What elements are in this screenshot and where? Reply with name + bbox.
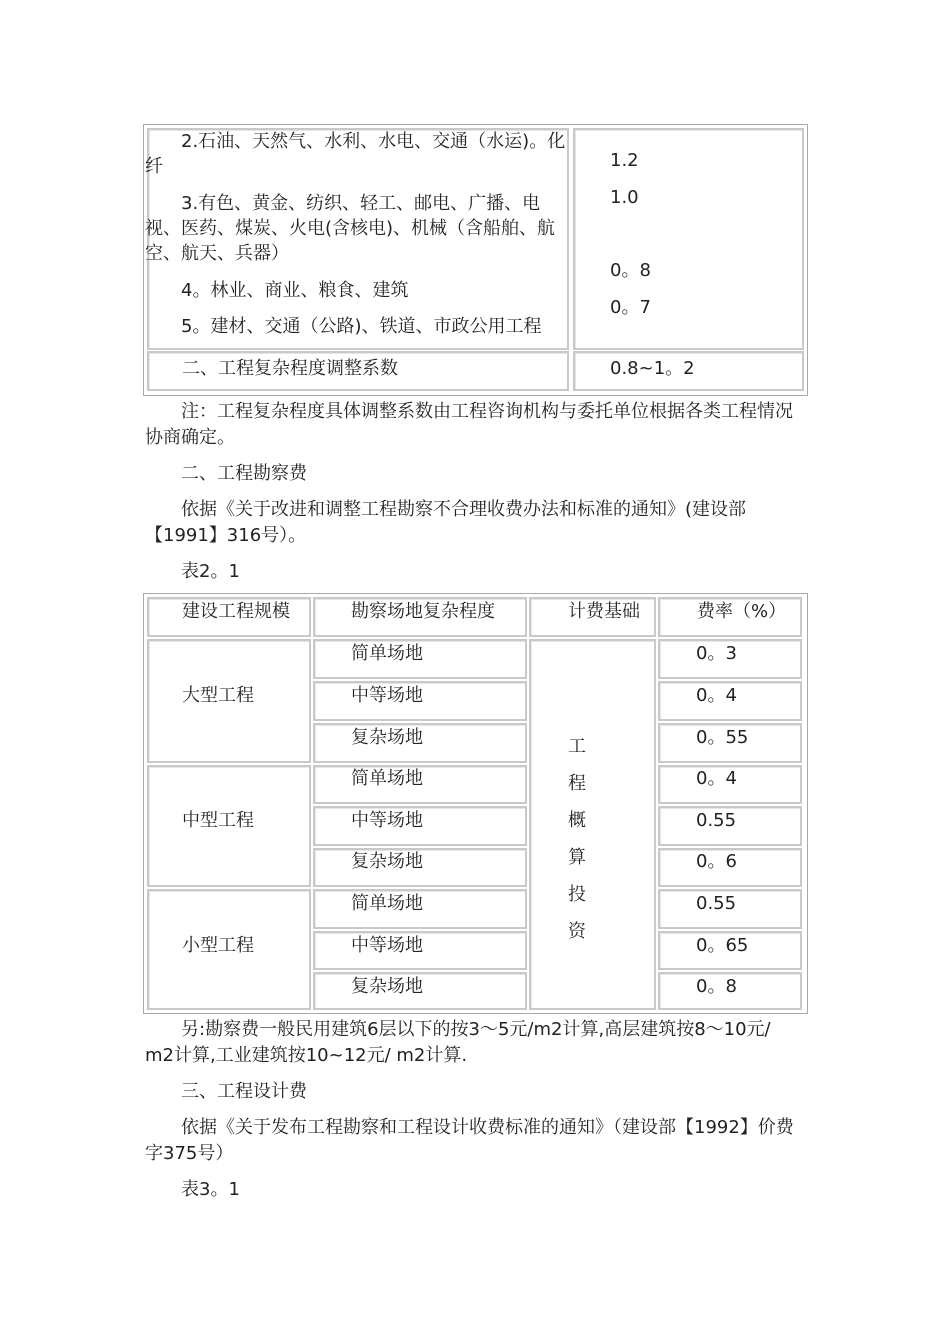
basis-char-4: 算 <box>568 847 586 868</box>
table2-note: 另:勘察费一般民用建筑6层以下的按3～5元/m2计算,高层建筑按8～10元/ m2计算,工业建筑按10~12元/ m2计算. <box>145 1019 771 1066</box>
basis-char-1: 工 <box>568 736 586 757</box>
rate-value: 0。65 <box>696 935 749 956</box>
industry-row-3: 3.有色、黄金、纺织、轻工、邮电、广播、电视、医药、煤炭、火电(含核电)、机械（含船舶、航空、航天、兵器） <box>145 193 556 264</box>
site-label: 复杂场地 <box>351 976 423 997</box>
basis-char-6: 资 <box>568 921 586 942</box>
basis-char-3: 概 <box>568 810 586 831</box>
header-basis: 计费基础 <box>568 601 640 622</box>
site-label: 中等场地 <box>351 685 423 706</box>
rate-value: 0。6 <box>696 851 737 872</box>
table3-caption: 表3。1 <box>181 1179 240 1200</box>
group-large: 大型工程 <box>182 685 254 706</box>
rate-value: 0。4 <box>696 685 737 706</box>
rate-value: 0.55 <box>696 893 737 914</box>
site-label: 中等场地 <box>351 935 423 956</box>
section3-basis: 依据《关于发布工程勘察和工程设计收费标准的通知》（建设部【1992】价费字375号） <box>145 1117 794 1164</box>
section2-basis: 依据《关于改进和调整工程勘察不合理收费办法和标准的通知》(建设部【1991】316号）。 <box>145 499 747 546</box>
header-site: 勘察场地复杂程度 <box>351 601 495 622</box>
site-label: 简单场地 <box>351 768 423 789</box>
site-label: 简单场地 <box>351 643 423 664</box>
table2-caption: 表2。1 <box>181 561 240 582</box>
basis-char-5: 投 <box>568 884 586 905</box>
site-label: 复杂场地 <box>351 851 423 872</box>
section3-title: 三、工程设计费 <box>181 1081 307 1102</box>
site-label: 复杂场地 <box>351 727 423 748</box>
header-scale: 建设工程规模 <box>182 601 290 622</box>
basis-cell <box>529 639 656 1010</box>
complexity-label: 二、工程复杂程度调整系数 <box>182 358 398 379</box>
industry-row-4: 4。林业、商业、粮食、建筑 <box>181 280 409 301</box>
rate-value: 0。3 <box>696 643 737 664</box>
basis-char-2: 程 <box>568 773 586 794</box>
rate-value: 0。55 <box>696 727 749 748</box>
rate-value: 0。8 <box>696 976 737 997</box>
complexity-value: 0.8~1。2 <box>610 358 695 379</box>
site-label: 简单场地 <box>351 893 423 914</box>
industry-row-5: 5。建材、交通（公路)、铁道、市政公用工程 <box>181 316 542 337</box>
rate-value: 0.55 <box>696 810 737 831</box>
table1-note: 注：工程复杂程度具体调整系数由工程咨询机构与委托单位根据各类工程情况协商确定。 <box>145 401 793 448</box>
header-rate: 费率（%） <box>697 601 787 622</box>
coefficient-value-2: 1.2 <box>610 150 639 171</box>
coefficient-value-5: 0。7 <box>610 297 651 318</box>
industry-row-2: 2.石油、天然气、水利、水电、交通（水运)。化纤 <box>145 131 566 177</box>
group-medium: 中型工程 <box>182 810 254 831</box>
rate-value: 0。4 <box>696 768 737 789</box>
coefficient-value-4: 0。8 <box>610 260 651 281</box>
site-label: 中等场地 <box>351 810 423 831</box>
coefficient-value-3: 1.0 <box>610 187 639 208</box>
section2-title: 二、工程勘察费 <box>181 463 307 484</box>
coefficient-cell <box>573 128 804 350</box>
group-small: 小型工程 <box>182 935 254 956</box>
